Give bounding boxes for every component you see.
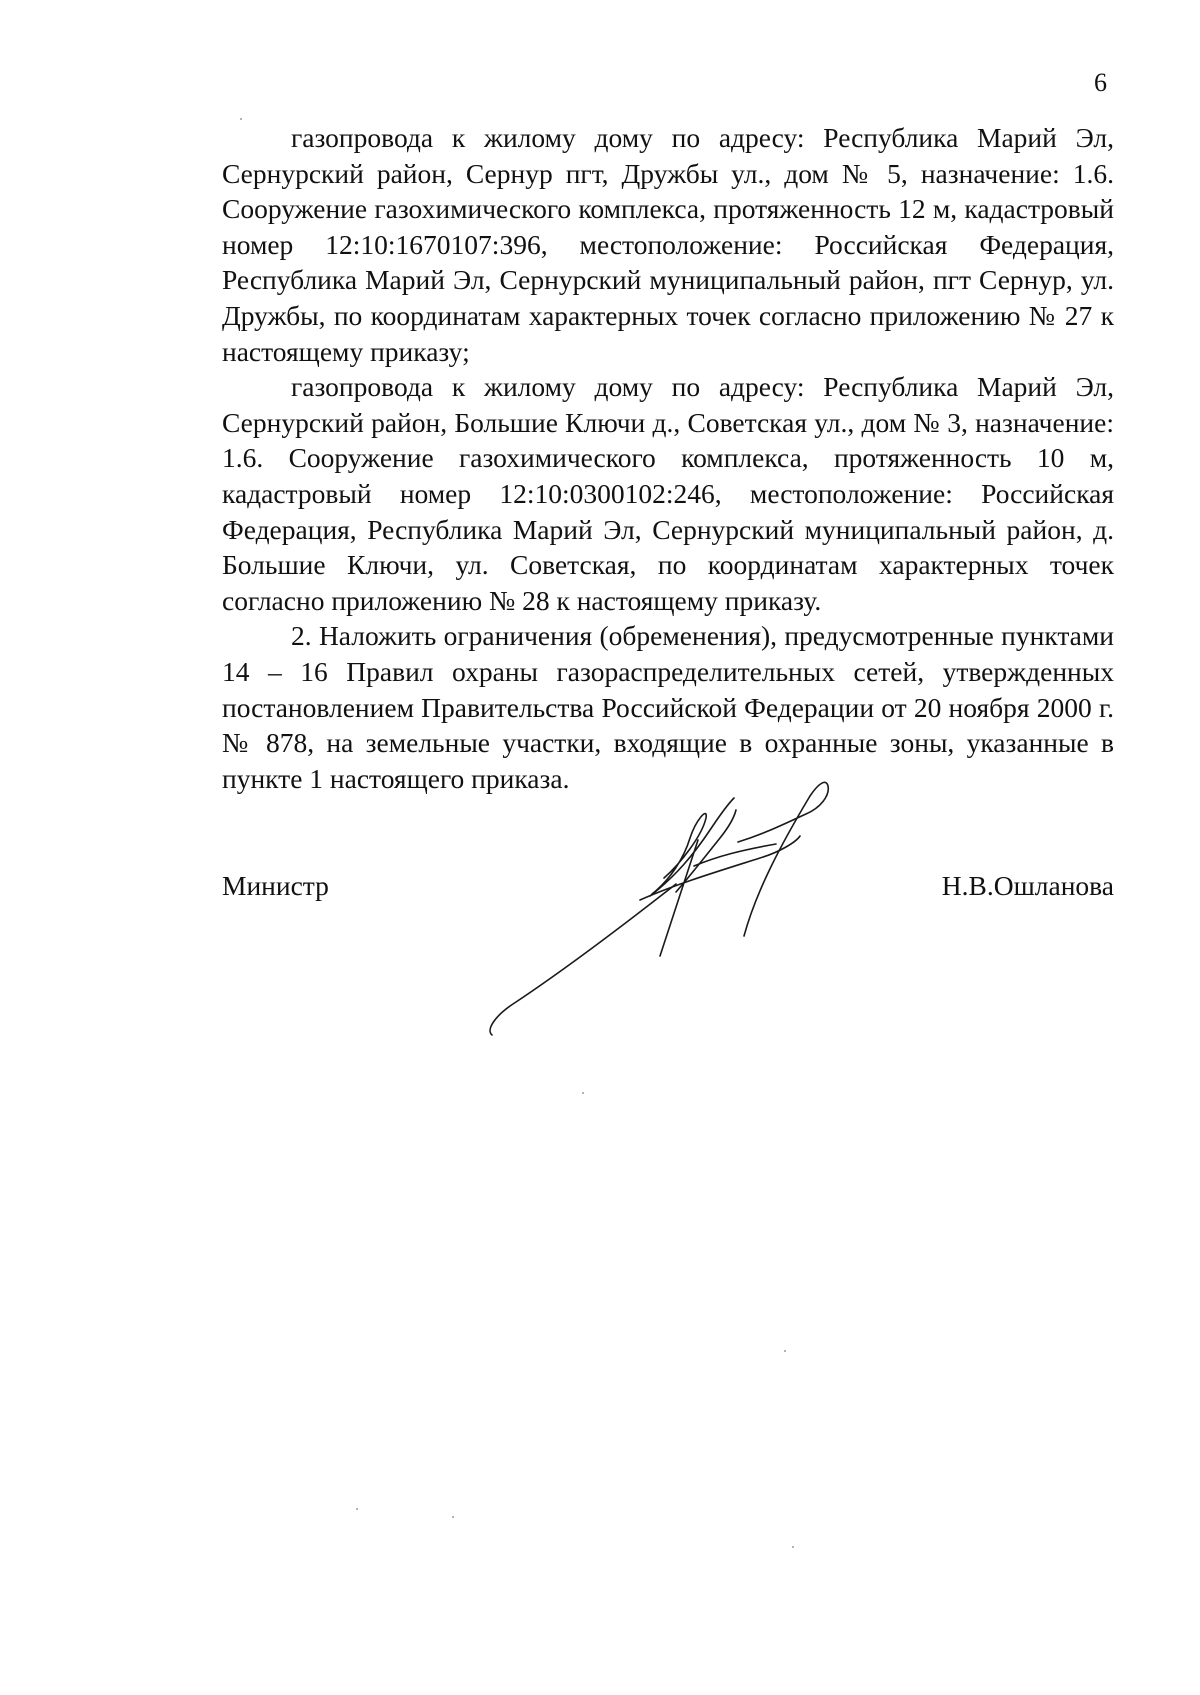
scan-speck: [356, 1508, 358, 1510]
handwritten-signature: [480, 780, 900, 1040]
page-number: 6: [1094, 68, 1107, 97]
document-body: [222, 120, 1114, 796]
paragraph-gas-pipeline-bolshie-klyuchi: газопровода к жилому дому по адресу: Республика Марий Эл, Сернурский район, Большие Ключи д., Советская ул., дом № 3, назначение: 1.6. Сооружение газохимического комплекса, протяженность 10 м, кадастровый номер 12:10:0300102:246, местоположение: Российская Федерация, Республика Марий Эл, Сернурский муниципальный район, д. Большие Ключи, ул. Советская, по координатам характерных точек согласно приложению № 28 к настоящему приказу.: [222, 371, 1114, 616]
scan-speck: [452, 1516, 454, 1518]
scan-speck: [582, 1092, 584, 1094]
scan-speck: [240, 118, 242, 120]
signatory-position: Министр: [222, 870, 329, 901]
scan-speck: [784, 1350, 786, 1352]
paragraph-gas-pipeline-druzhby: газопровода к жилому дому по адресу: Республика Марий Эл, Сернурский район, Сернур пгт, Дружбы ул., дом № 5, назначение: 1.6. Сооружение газохимического комплекса, протяженность 12 м, кадастровый номер 12:10:1670107:396, местоположение: Российская Федерация, Республика Марий Эл, Сернурский муниципальный район, пгт Сернур, ул. Дружбы, по координатам характерных точек согласно приложению № 27 к настоящему приказу;: [222, 122, 1114, 367]
signatory-name: Н.В.Ошланова: [941, 870, 1114, 901]
scan-speck: [792, 1546, 794, 1548]
paragraph-restrictions: 2. Наложить ограничения (обременения), предусмотренные пунктами 14 – 16 Правил охраны газораспределительных сетей, утвержденных постановлением Правительства Российской Федерации от 20 ноября 2000 г. № 878, на земельные участки, входящие в охранные зоны, указанные в пункте 1 настоящего приказа.: [222, 620, 1114, 794]
